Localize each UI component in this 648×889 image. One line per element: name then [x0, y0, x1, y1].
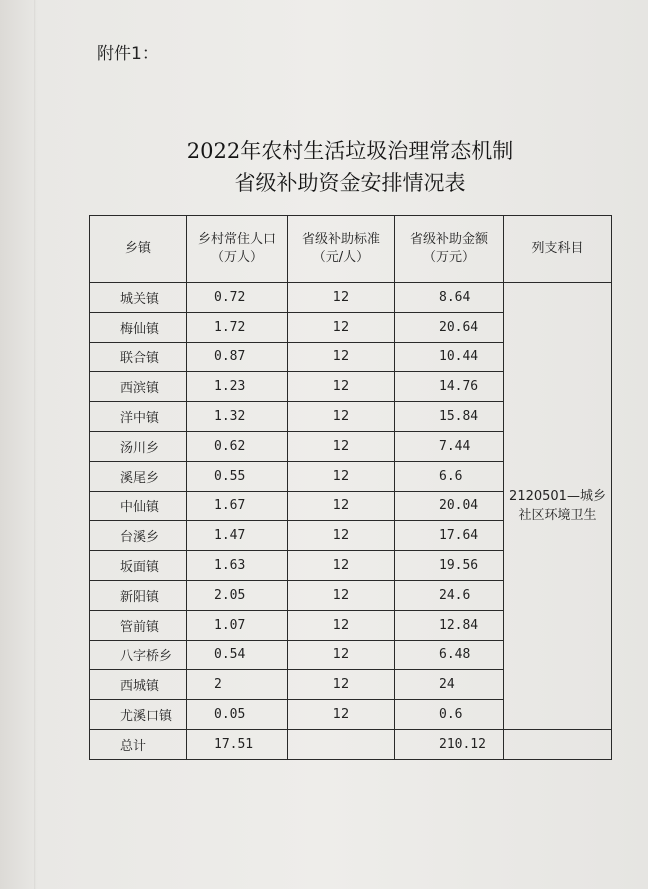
- population-cell: 1.23: [187, 372, 288, 402]
- amount-cell: 17.64: [395, 521, 504, 551]
- standard-cell: 12: [288, 640, 395, 670]
- town-cell: 坂面镇: [90, 551, 187, 581]
- subsidy-table: [89, 215, 612, 760]
- header-subject: 列支科目: [504, 216, 612, 283]
- amount-cell: 8.64: [395, 283, 504, 313]
- header-town: 乡镇: [90, 216, 187, 283]
- standard-cell: 12: [288, 491, 395, 521]
- standard-cell: 12: [288, 461, 395, 491]
- standard-cell: 12: [288, 402, 395, 432]
- document-title-line1: 2022年农村生活垃圾治理常态机制: [186, 139, 514, 163]
- amount-cell: 20.64: [395, 312, 504, 342]
- town-cell: 梅仙镇: [90, 312, 187, 342]
- amount-cell: 6.6: [395, 461, 504, 491]
- standard-cell: 12: [288, 312, 395, 342]
- amount-cell: 10.44: [395, 342, 504, 372]
- amount-cell: 19.56: [395, 551, 504, 581]
- page-fold-shadow: [34, 0, 36, 889]
- standard-cell: 12: [288, 670, 395, 700]
- population-cell: 0.72: [187, 283, 288, 313]
- population-cell: 0.05: [187, 700, 288, 730]
- town-cell: 西滨镇: [90, 372, 187, 402]
- population-cell: 1.72: [187, 312, 288, 342]
- amount-cell: 15.84: [395, 402, 504, 432]
- header-standard: 省级补助标准 （元/人）: [288, 216, 395, 283]
- subject-cell: 2120501—城乡社区环境卫生: [504, 283, 612, 730]
- total-standard: [288, 729, 395, 759]
- standard-cell: 12: [288, 342, 395, 372]
- population-cell: 2: [187, 670, 288, 700]
- town-cell: 西城镇: [90, 670, 187, 700]
- population-cell: 0.54: [187, 640, 288, 670]
- amount-cell: 12.84: [395, 610, 504, 640]
- town-cell: 管前镇: [90, 610, 187, 640]
- total-row: [90, 729, 612, 759]
- population-cell: 1.63: [187, 551, 288, 581]
- population-cell: 1.07: [187, 610, 288, 640]
- standard-cell: 12: [288, 431, 395, 461]
- table-header-row: [90, 216, 612, 283]
- total-amount: 210.12: [395, 729, 504, 759]
- amount-cell: 0.6: [395, 700, 504, 730]
- standard-cell: 12: [288, 372, 395, 402]
- standard-cell: 12: [288, 283, 395, 313]
- amount-cell: 20.04: [395, 491, 504, 521]
- population-cell: 1.32: [187, 402, 288, 432]
- town-cell: 八字桥乡: [90, 640, 187, 670]
- total-subject: [504, 729, 612, 759]
- population-cell: 0.62: [187, 431, 288, 461]
- table-row: [90, 283, 612, 313]
- town-cell: 汤川乡: [90, 431, 187, 461]
- town-cell: 中仙镇: [90, 491, 187, 521]
- population-cell: 1.67: [187, 491, 288, 521]
- standard-cell: 12: [288, 551, 395, 581]
- amount-cell: 24.6: [395, 580, 504, 610]
- attachment-label: 附件1：: [97, 44, 159, 64]
- town-cell: 城关镇: [90, 283, 187, 313]
- amount-cell: 7.44: [395, 431, 504, 461]
- total-population: 17.51: [187, 729, 288, 759]
- population-cell: 0.55: [187, 461, 288, 491]
- header-population: 乡村常住人口 （万人）: [187, 216, 288, 283]
- town-cell: 尤溪口镇: [90, 700, 187, 730]
- standard-cell: 12: [288, 580, 395, 610]
- document-title-line2: 省级补助资金安排情况表: [234, 171, 466, 195]
- amount-cell: 24: [395, 670, 504, 700]
- standard-cell: 12: [288, 700, 395, 730]
- town-cell: 新阳镇: [90, 580, 187, 610]
- town-cell: 联合镇: [90, 342, 187, 372]
- population-cell: 1.47: [187, 521, 288, 551]
- amount-cell: 6.48: [395, 640, 504, 670]
- population-cell: 0.87: [187, 342, 288, 372]
- town-cell: 台溪乡: [90, 521, 187, 551]
- town-cell: 溪尾乡: [90, 461, 187, 491]
- population-cell: 2.05: [187, 580, 288, 610]
- standard-cell: 12: [288, 521, 395, 551]
- total-label: 总计: [90, 729, 187, 759]
- header-amount: 省级补助金额 （万元）: [395, 216, 504, 283]
- standard-cell: 12: [288, 610, 395, 640]
- town-cell: 洋中镇: [90, 402, 187, 432]
- amount-cell: 14.76: [395, 372, 504, 402]
